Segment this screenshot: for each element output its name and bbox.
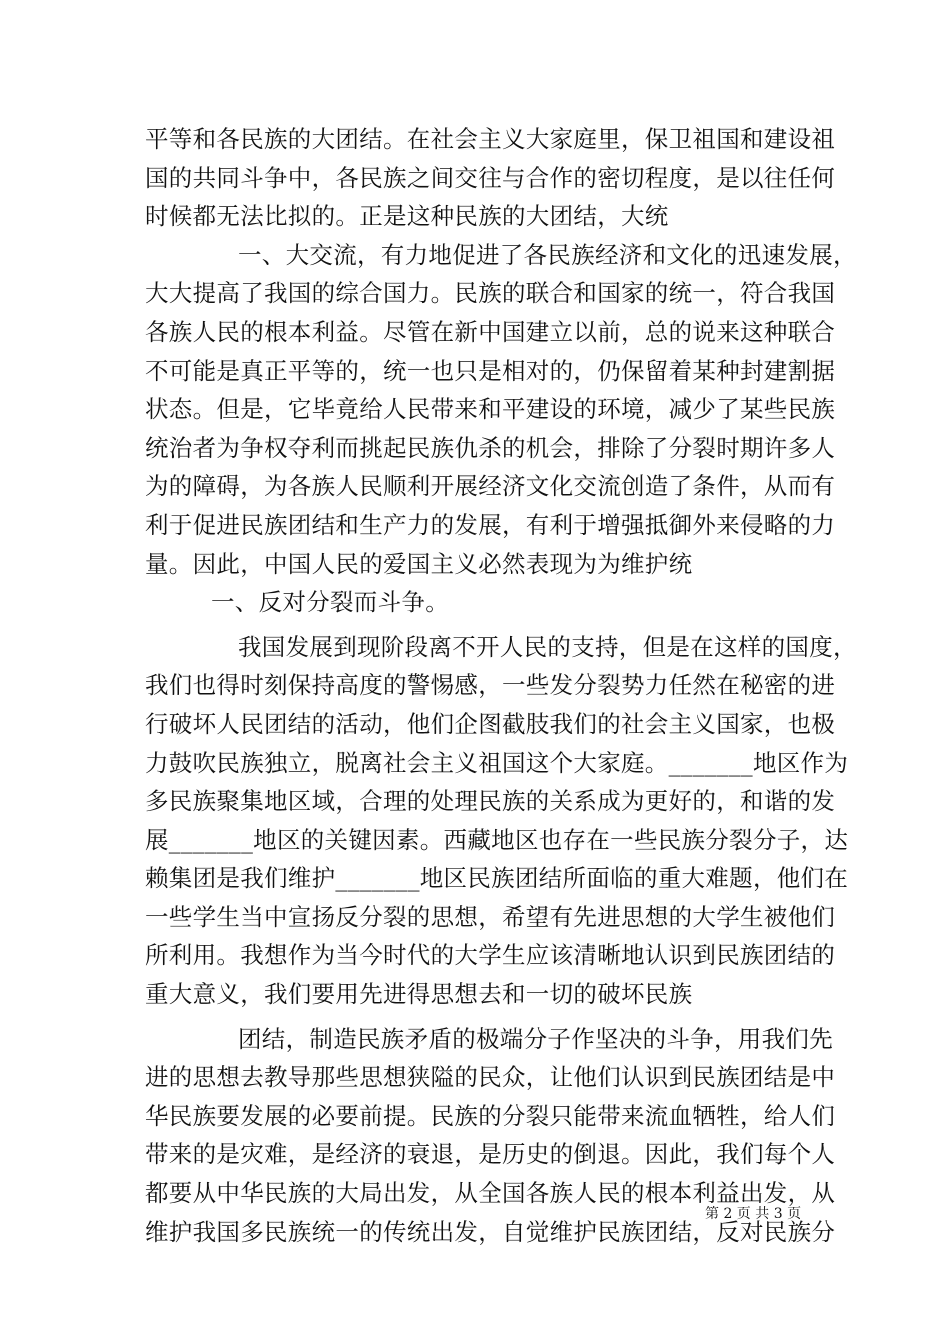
text-line: 团结，制造民族矛盾的极端分子作坚决的斗争，用我们先 xyxy=(238,1024,833,1053)
text-line: 统治者为争权夺利而挑起民族仇杀的机会，排除了分裂时期许多人 xyxy=(145,433,836,462)
text-line: 进的思想去教导那些思想狭隘的民众，让他们认识到民族团结是中 xyxy=(145,1063,836,1092)
text-line: 我国发展到现阶段离不开人民的支持，但是在这样的国度， xyxy=(238,632,857,661)
text-line: 一些学生当中宣扬反分裂的思想，希望有先进思想的大学生被他们 xyxy=(145,902,836,931)
text-line: 一、反对分裂而斗争。 xyxy=(211,588,449,617)
text-line: 华民族要发展的必要前提。民族的分裂只能带来流血牺牲，给人们 xyxy=(145,1101,836,1130)
text-line: 时候都无法比拟的。正是这种民族的大团结，大统 xyxy=(145,202,669,231)
text-line: 展_______地区的关键因素。西藏地区也存在一些民族分裂分子，达 xyxy=(145,825,849,854)
text-line: 维护我国多民族统一的传统出发，自觉维护民族团结，反对民族分 xyxy=(145,1217,836,1246)
text-line: 重大意义，我们要用先进得思想去和一切的破坏民族 xyxy=(145,980,693,1009)
text-line: 为的障碍，为各族人民顺利开展经济文化交流创造了条件，从而有 xyxy=(145,472,836,501)
text-line: 多民族聚集地区域，合理的处理民族的关系成为更好的，和谐的发 xyxy=(145,787,836,816)
text-line: 平等和各民族的大团结。在社会主义大家庭里，保卫祖国和建设祖 xyxy=(145,125,836,153)
text-line: 都要从中华民族的大局出发，从全国各族人民的根本利益出发，从 xyxy=(145,1179,836,1208)
body-text xyxy=(145,120,857,1251)
text-line: 国的共同斗争中，各民族之间交往与合作的密切程度，是以往任何 xyxy=(145,163,836,192)
text-line: 大大提高了我国的综合国力。民族的联合和国家的统一，符合我国 xyxy=(145,279,836,308)
text-line: 带来的是灾难，是经济的衰退，是历史的倒退。因此，我们每个人 xyxy=(145,1140,836,1169)
text-line: 行破坏人民团结的活动，他们企图截肢我们的社会主义国家，也极 xyxy=(145,709,836,738)
text-line: 一、大交流，有力地促进了各民族经济和文化的迅速发展， xyxy=(238,240,857,269)
text-line: 赖集团是我们维护_______地区民族团结所面临的重大难题，他们在 xyxy=(145,864,849,893)
text-line: 所利用。我想作为当今时代的大学生应该清晰地认识到民族团结的 xyxy=(145,941,836,970)
text-line: 力鼓吹民族独立，脱离社会主义祖国这个大家庭。_______地区作为 xyxy=(145,748,849,777)
text-line: 利于促进民族团结和生产力的发展，有利于增强抵御外来侵略的力 xyxy=(145,510,836,539)
text-line: 状态。但是，它毕竟给人民带来和平建设的环境，减少了某些民族 xyxy=(145,395,836,424)
page-number-footer: 第 2 页 共 3 页 xyxy=(705,1206,802,1222)
text-line: 各族人民的根本利益。尽管在新中国建立以前，总的说来这种联合 xyxy=(145,317,836,346)
text-line: 我们也得时刻保持高度的警惕感，一些发分裂势力任然在秘密的进 xyxy=(145,671,836,700)
text-line: 量。因此，中国人民的爱国主义必然表现为为维护统 xyxy=(145,549,693,578)
text-line: 不可能是真正平等的，统一也只是相对的，仍保留着某种封建割据 xyxy=(145,356,836,385)
